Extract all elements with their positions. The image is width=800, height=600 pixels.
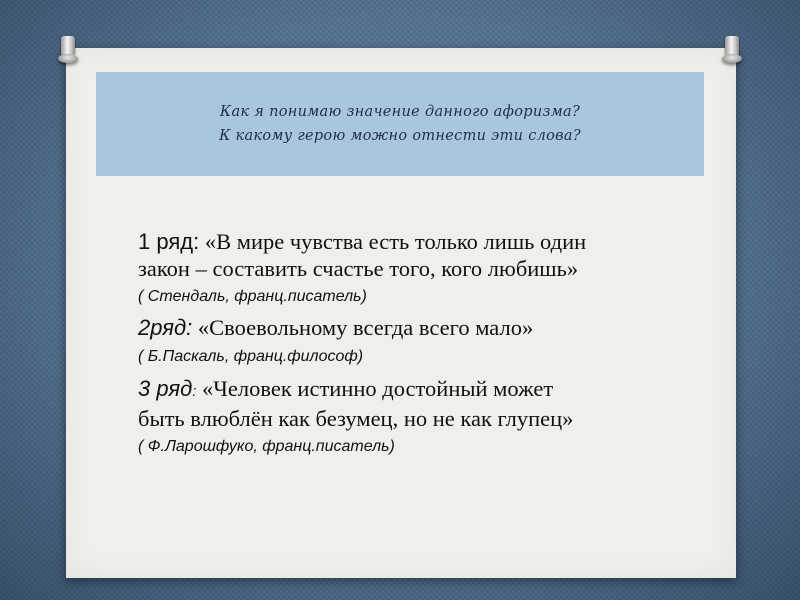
question-line-1: Как я понимаю значение данного афоризма?	[219, 104, 581, 120]
row-label-colon: :	[192, 383, 197, 400]
aphorism-1-line-2: закон – составить счастье того, кого любишь»	[138, 256, 579, 281]
row-label: 3 ряд	[138, 376, 193, 401]
question-banner	[96, 72, 704, 176]
question-line-2: К какому герою можно отнести эти слова?	[219, 128, 581, 144]
aphorism-list	[138, 228, 718, 462]
aphorism-2-line-1	[138, 314, 718, 341]
quote-text: «Человек истинно достойный может	[202, 376, 554, 401]
pushpin-icon	[58, 36, 78, 66]
aphorism-1-line-1	[138, 228, 718, 255]
row-label: 1 ряд:	[138, 229, 200, 254]
aphorism-3-line-1	[138, 375, 718, 405]
pushpin-icon	[722, 36, 742, 66]
aphorism-2-author: ( Б.Паскаль, франц.философ)	[138, 348, 364, 365]
aphorism-1-author: ( Стендаль, франц.писатель)	[138, 288, 367, 305]
row-label: 2ряд:	[138, 315, 193, 340]
quote-text: «Своевольному всегда всего мало»	[197, 315, 534, 340]
aphorism-3-author: ( Ф.Ларошфуко, франц.писатель)	[138, 438, 395, 455]
aphorism-3-line-2: быть влюблён как безумец, но не как глупец»	[138, 406, 574, 431]
quote-text: «В мире чувства есть только лишь один	[204, 229, 587, 254]
